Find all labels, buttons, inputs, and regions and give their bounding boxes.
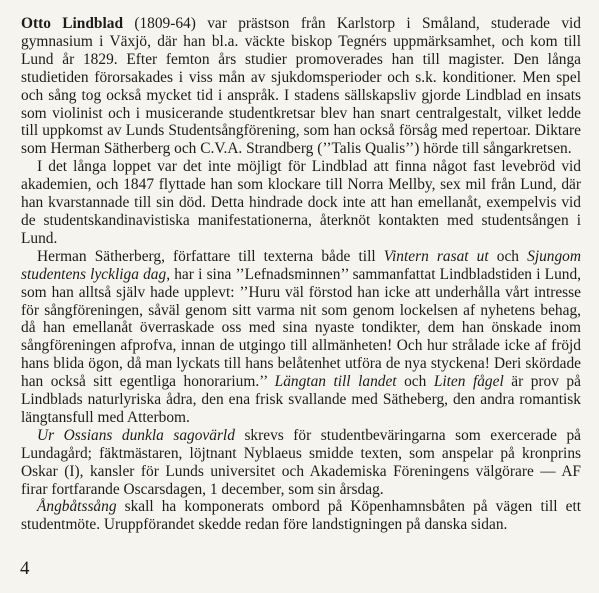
paragraph-ossian <box>21 427 581 499</box>
paragraph-text: skrevs för studentbeväringarna som exercerade på Lundagård; fäktmästaren, löjtnant Nyblaeus smidde texten, som anspelar på kronprins Oskar (I), kansler för Lunds universitet och Akademiska Föreningens välgörare — AF firar fortfarande Oscarsdagen, 1 december, som sin årsdag. <box>21 426 581 498</box>
song-title: Ångbåtssång <box>37 498 117 516</box>
paragraph-text: och <box>396 373 434 391</box>
paragraph-text: I det långa loppet var det inte möjligt för Lindblad att finna något fast levebröd vid akademien, och 1847 flyttade han som klockare till Norra Mellby, sex mil från Lund, där han kvarstannade till sin död. Detta hindrade dock inte att han emellanåt, exempelvis vid de studentskandinavistiska manifestationerna, återknöt kontakten med studentsången i Lund. <box>21 158 581 247</box>
paragraph-text: (1809-64) var prästson från Karlstorp i Småland, studerade vid gymnasium i Växjö, där han bl.a. väckte biskop Tegnérs uppmärksamhet, och kom till Lund år 1829. Efter femton års studier promoverades han till magister. Den långa studietiden förorsakades i viss mån av sjukdomsperioder och s.k. konditioner. Men spel och sång tog också mycket tid i anspråk. I stadens sällskapsliv gjorde Lindblad en insats som violinist och i musicerande studentkretsar blev han snart centralgestalt, vilket ledde till uppkomst av Lunds Studentsångförening, som han också försåg med repertoar. Diktare som Herman Sätherberg och C.V.A. Strandberg (’’Talis Qualis’’) hörde till sångarkretsen. <box>21 15 581 158</box>
song-title: Sjungom studentens lyckliga dag <box>21 247 581 283</box>
paragraph-satherberg <box>21 248 581 427</box>
paragraph-text: , har i sina ’’Lefnadsminnen’’ sammanfattat Lindbladstiden i Lund, som han alltså själv hade upplevt: ’’Huru väl förstod han icke att underhålla vårt intresse för sångföreningen, såväl genom sitt varma nit som genom lockelsen af nyhetens behag, då han emellanåt överraskade oss med sina nyaste tondikter, dem han önskade inom sångföreningen afprofva, innan de utgingo till allmänheten! Och hur strålade icke af fröjd hans blida ögon, då man lyckats till hans belåtenhet utföra de nya styckena! Deri skördade han också sitt egentliga honorarium.’’ <box>21 265 582 391</box>
song-title: Ur Ossians dunkla sagovärld <box>37 426 235 444</box>
paragraph-angbatssang <box>21 498 581 534</box>
paragraph-lindblad-bio <box>21 15 581 158</box>
paragraph-text: Herman Sätherberg, författare till texterna både till <box>37 247 384 265</box>
name-lead: Otto Lindblad <box>21 15 123 32</box>
paragraph-text: är prov på Lindblads naturlyriska ådra, den ena frisk svallande med Sätheberg, den andra romantisk längtansfull med Atterbom. <box>21 373 581 426</box>
song-title: Liten fågel <box>433 373 504 391</box>
page-number: 4 <box>20 558 30 579</box>
paragraph-norra-mellby <box>21 158 581 248</box>
paragraph-text: skall ha komponerats ombord på Köpenhamnsbåten på vägen till ett studentmöte. Uruppförandet skedde redan före landstigningen på danska sidan. <box>21 498 581 534</box>
song-title: Längtan till landet <box>274 373 397 391</box>
song-title: Vintern rasat ut <box>383 247 489 265</box>
paragraph-text: och <box>488 247 528 265</box>
body-text <box>21 15 581 534</box>
